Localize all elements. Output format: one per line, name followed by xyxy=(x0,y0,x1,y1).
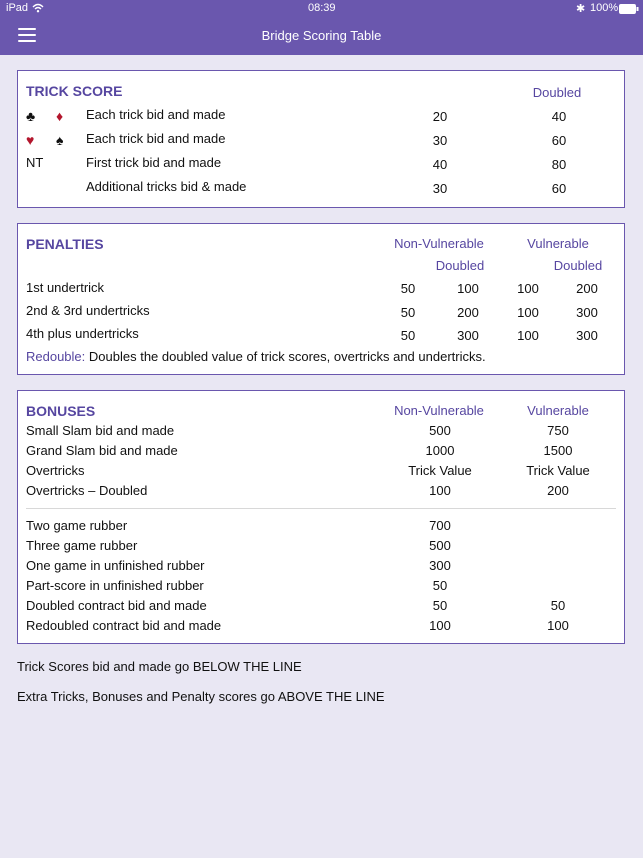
penalty-v: 100 xyxy=(517,305,539,320)
bonus-v: 100 xyxy=(547,618,569,633)
penalty-nv: 50 xyxy=(400,328,416,343)
trick-row-value: 20 xyxy=(432,109,448,124)
penalty-nv-doubled: 300 xyxy=(457,328,479,343)
penalties-title: PENALTIES xyxy=(26,236,104,252)
wifi-icon xyxy=(32,2,44,16)
redouble-text: Doubles the doubled value of trick scores, overtricks and undertricks. xyxy=(85,349,486,364)
bonus-row-label: Overtricks xyxy=(26,463,85,478)
bonus-nv: 500 xyxy=(429,538,451,553)
bonus-row-label: One game in unfinished rubber xyxy=(26,558,205,573)
penalty-row-label: 2nd & 3rd undertricks xyxy=(26,303,150,318)
bonus-row-label: Overtricks – Doubled xyxy=(26,483,148,498)
device-label: iPad xyxy=(6,2,29,14)
battery-percent: 100% xyxy=(590,2,619,14)
trick-row-value: 40 xyxy=(432,157,448,172)
penalties-vul-header: Vulnerable xyxy=(527,236,589,251)
penalties-card xyxy=(17,223,625,375)
bonus-nv: 300 xyxy=(429,558,451,573)
penalty-nv: 50 xyxy=(400,281,416,296)
bonuses-card xyxy=(17,390,625,644)
footer-note-below-line: Trick Scores bid and made go BELOW THE LINE xyxy=(17,659,302,674)
divider xyxy=(26,508,616,509)
bonuses-vul-header: Vulnerable xyxy=(527,403,589,418)
bonus-nv: 50 xyxy=(432,578,448,593)
trick-row-doubled: 60 xyxy=(551,181,567,196)
bonus-v: 50 xyxy=(550,598,566,613)
trick-row-value: 30 xyxy=(432,181,448,196)
penalty-row-label: 1st undertrick xyxy=(26,280,105,295)
bonus-v: Trick Value xyxy=(526,463,590,478)
bonuses-nonvul-header: Non-Vulnerable xyxy=(394,403,484,418)
penalty-row-label: 4th plus undertricks xyxy=(26,326,139,341)
trick-row-label: Additional tricks bid & made xyxy=(86,179,247,194)
trick-score-title: TRICK SCORE xyxy=(26,83,123,99)
bonus-nv: 500 xyxy=(429,423,451,438)
bonuses-title: BONUSES xyxy=(26,403,96,419)
penalty-v-doubled: 300 xyxy=(576,305,598,320)
bonus-row-label: Three game rubber xyxy=(26,538,138,553)
bonus-nv: 100 xyxy=(429,483,451,498)
penalty-nv-doubled: 100 xyxy=(457,281,479,296)
bonus-v: 200 xyxy=(547,483,569,498)
bonus-nv: 1000 xyxy=(425,443,455,458)
status-bar xyxy=(0,0,643,18)
trick-row-doubled: 80 xyxy=(551,157,567,172)
bonus-nv: 100 xyxy=(429,618,451,633)
penalty-v-doubled: 200 xyxy=(576,281,598,296)
trick-row-label: Each trick bid and made xyxy=(86,107,226,122)
nt-label: NT xyxy=(26,155,44,170)
penalties-nonvul-header: Non-Vulnerable xyxy=(394,236,484,251)
hearts-icon: ♥ xyxy=(26,132,35,148)
redouble-label: Redouble: xyxy=(26,349,86,364)
footer-note-above-line: Extra Tricks, Bonuses and Penalty scores go ABOVE THE LINE xyxy=(17,689,385,704)
bluetooth-icon: ✱ xyxy=(576,3,586,15)
bonus-row-label: Doubled contract bid and made xyxy=(26,598,207,613)
bonus-nv: Trick Value xyxy=(408,463,472,478)
diamonds-icon: ♦ xyxy=(56,108,64,124)
trick-row-doubled: 40 xyxy=(551,109,567,124)
bonus-v: 750 xyxy=(547,423,569,438)
penalties-nonvul-doubled-header: Doubled xyxy=(435,258,485,273)
penalty-nv: 50 xyxy=(400,305,416,320)
trick-row-label: Each trick bid and made xyxy=(86,131,226,146)
penalties-vul-doubled-header: Doubled xyxy=(553,258,603,273)
redouble-note xyxy=(26,349,486,364)
trick-doubled-header: Doubled xyxy=(532,85,582,100)
penalty-v: 100 xyxy=(517,281,539,296)
trick-score-card xyxy=(17,70,625,208)
penalty-v-doubled: 300 xyxy=(576,328,598,343)
penalty-v: 100 xyxy=(517,328,539,343)
clubs-icon: ♣ xyxy=(26,108,36,124)
bonus-nv: 700 xyxy=(429,518,451,533)
page-title: Bridge Scoring Table xyxy=(261,28,382,43)
battery-icon xyxy=(619,4,639,17)
bonus-row-label: Two game rubber xyxy=(26,518,128,533)
clock: 08:39 xyxy=(308,2,336,14)
bonus-nv: 50 xyxy=(432,598,448,613)
trick-row-label: First trick bid and made xyxy=(86,155,222,170)
spades-icon: ♠ xyxy=(56,132,64,148)
bonus-row-label: Redoubled contract bid and made xyxy=(26,618,222,633)
trick-row-doubled: 60 xyxy=(551,133,567,148)
bonus-row-label: Grand Slam bid and made xyxy=(26,443,178,458)
bonus-row-label: Part-score in unfinished rubber xyxy=(26,578,204,593)
nav-bar xyxy=(0,18,643,55)
penalty-nv-doubled: 200 xyxy=(457,305,479,320)
bonus-row-label: Small Slam bid and made xyxy=(26,423,175,438)
trick-row-value: 30 xyxy=(432,133,448,148)
bonus-v: 1500 xyxy=(543,443,573,458)
